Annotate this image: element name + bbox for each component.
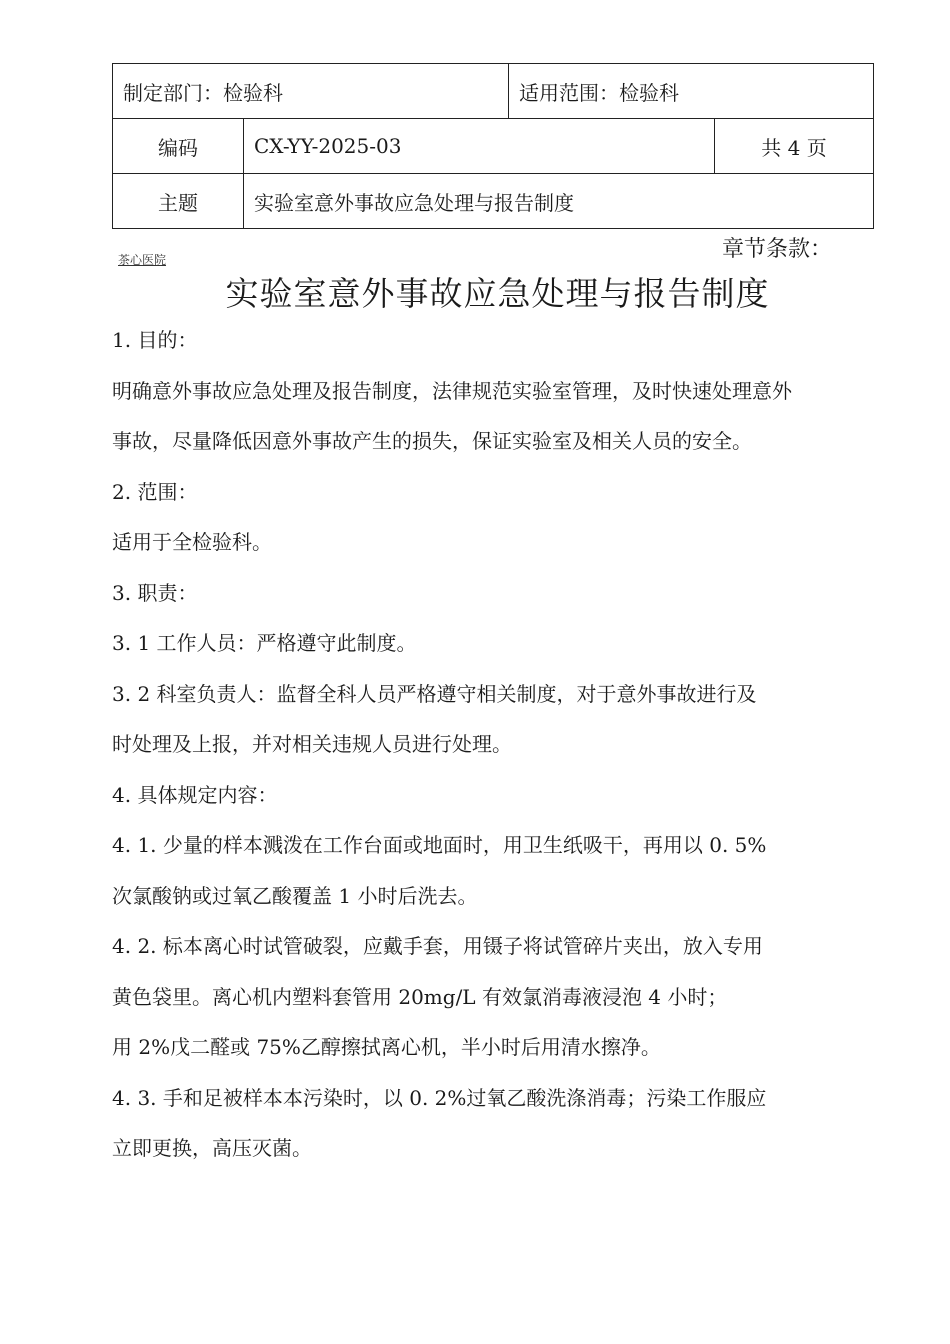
body-line: 4. 3. 手和足被样本本污染时，以 0. 2%过氧乙酸洗涤消毒；污染工作服应 bbox=[112, 1085, 767, 1110]
body-line: 用 2%戊二醛或 75%乙醇擦拭离心机，半小时后用清水擦净。 bbox=[112, 1035, 661, 1059]
body-line: 立即更换，高压灭菌。 bbox=[112, 1136, 312, 1160]
subject-value-cell: 实验室意外事故应急处理与报告制度 bbox=[244, 174, 874, 229]
code-value-cell: CX-YY-2025-03 bbox=[244, 119, 715, 174]
organization-name: 茶心医院 bbox=[118, 253, 167, 267]
body-line: 4. 1. 少量的样本溅泼在工作台面或地面时，用卫生纸吸干，再用以 0. 5% bbox=[112, 833, 767, 857]
subject-label-cell: 主题 bbox=[113, 174, 244, 229]
chapter-label: 章节条款： bbox=[722, 237, 833, 262]
code-label-cell: 编码 bbox=[113, 119, 244, 174]
body-line: 3. 1 工作人员：严格遵守此制度。 bbox=[112, 631, 417, 655]
body-line: 2. 范围： bbox=[112, 479, 198, 504]
page-count-cell: 共 4 页 bbox=[715, 119, 874, 174]
body-line: 3. 职责： bbox=[112, 580, 198, 605]
scope-cell: 适用范围：检验科 bbox=[509, 64, 874, 119]
body-line: 明确意外事故应急处理及报告制度，法律规范实验室管理，及时快速处理意外 bbox=[112, 378, 792, 403]
body-line: 3. 2 科室负责人：监督全科人员严格遵守相关制度，对于意外事故进行及 bbox=[112, 681, 757, 706]
body-line: 4. 具体规定内容： bbox=[112, 782, 278, 807]
document-title: 实验室意外事故应急处理与报告制度 bbox=[225, 274, 770, 313]
document-header-table bbox=[112, 63, 874, 229]
body-line: 1. 目的： bbox=[112, 328, 198, 352]
body-line: 时处理及上报，并对相关违规人员进行处理。 bbox=[112, 732, 512, 756]
body-line: 适用于全检验科。 bbox=[112, 530, 272, 554]
body-line: 黄色袋里。离心机内塑料套管用 20mg/L 有效氯消毒液浸泡 4 小时； bbox=[112, 984, 728, 1009]
body-line: 次氯酸钠或过氧乙酸覆盖 1 小时后洗去。 bbox=[112, 883, 478, 908]
body-line: 事故，尽量降低因意外事故产生的损失，保证实验室及相关人员的安全。 bbox=[112, 429, 752, 453]
document-body bbox=[112, 322, 882, 1181]
department-cell: 制定部门：检验科 bbox=[113, 64, 509, 119]
body-line: 4. 2. 标本离心时试管破裂，应戴手套，用镊子将试管碎片夹出，放入专用 bbox=[112, 934, 763, 958]
